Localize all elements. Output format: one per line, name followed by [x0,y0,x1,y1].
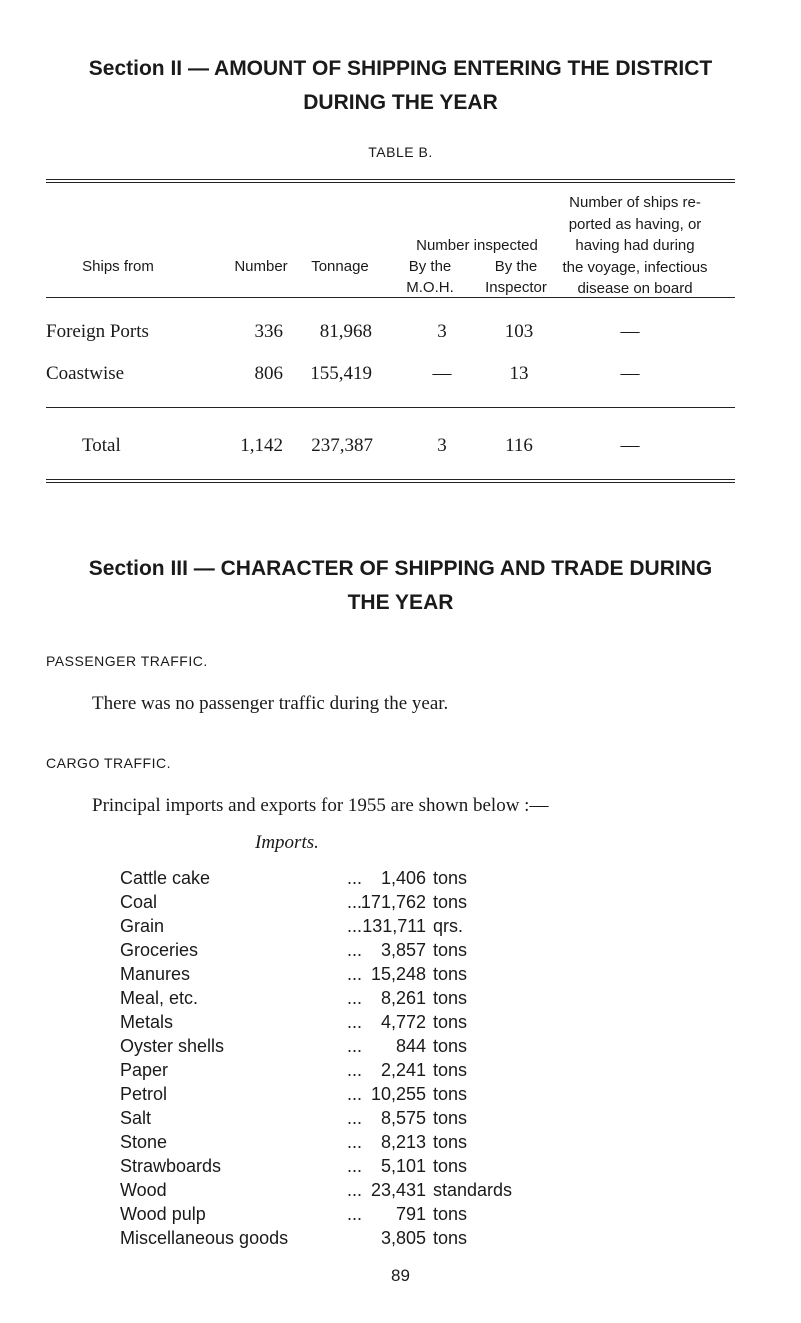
leader-dots: ... [347,1036,363,1056]
leader-dots: ... [347,1012,363,1032]
row-moh: 3 [437,321,447,342]
table-caption: TABLE B. [368,144,433,160]
total-tonnage: 237,387 [311,435,373,456]
total-inspector: 116 [505,435,533,456]
import-name: Cattle cake [120,868,211,888]
import-unit: tons [433,1108,468,1128]
import-amount: 8,213 [380,1132,426,1152]
header-reported-line3: having had during [575,237,695,254]
import-amount: 1,406 [380,868,426,888]
list-item [120,939,640,961]
import-name: Miscellaneous goods [120,1228,289,1248]
import-amount: 4,772 [380,1012,426,1032]
leader-dots: ... [347,1060,363,1080]
import-name: Oyster shells [120,1036,225,1056]
import-amount: 844 [395,1036,426,1056]
leader-dots: ... [347,1132,363,1152]
cargo-intro-text: Principal imports and exports for 1955 are shown below :— [92,795,549,816]
section-2-title-line2: DURING THE YEAR [303,91,498,114]
list-item [120,963,640,985]
leader-dots: ... [347,988,363,1008]
passenger-traffic-text: There was no passenger traffic during the year. [92,693,449,714]
list-item [120,1203,640,1225]
list-item [120,1059,640,1081]
header-tonnage: Tonnage [311,258,369,275]
import-unit: qrs. [433,916,464,936]
row-inspector: 103 [504,321,534,342]
import-name: Wood pulp [120,1204,206,1224]
import-amount: 10,255 [370,1084,426,1104]
import-amount: 5,101 [380,1156,426,1176]
section-3-title-line2: THE YEAR [347,591,454,614]
list-item [120,1011,640,1033]
row-reported: — [620,321,640,342]
section-2-title-line1: Section II — AMOUNT OF SHIPPING ENTERING THE DISTRICT [88,57,713,80]
import-amount: 8,575 [380,1108,426,1128]
list-item [120,1083,640,1105]
leader-dots: ... [347,940,363,960]
import-name: Stone [120,1132,168,1152]
import-amount: 8,261 [380,988,426,1008]
total-moh: 3 [437,435,447,456]
header-reported-line5: disease on board [577,280,693,297]
header-reported-line4: the voyage, infectious [562,258,708,276]
header-by-moh [400,256,460,298]
row-inspector: 13 [509,363,529,384]
list-item [120,867,640,889]
row-tonnage: 155,419 [310,363,372,384]
import-name: Manures [120,964,191,984]
row-ships-from: Foreign Ports [46,321,149,342]
header-number-inspected: Number inspected [416,237,538,254]
import-amount: 3,857 [380,940,426,960]
header-ships-from: Ships from [82,258,154,275]
import-unit: tons [433,1156,468,1176]
row-ships-from: Coastwise [46,363,125,384]
header-number: Number [234,258,288,275]
cargo-traffic-label: CARGO TRAFFIC. [46,755,171,771]
import-unit: tons [433,1204,468,1224]
list-item [120,1107,640,1129]
leader-dots: ... [347,892,363,912]
row-number: 336 [254,321,283,342]
header-by-moh-line2: M.O.H. [406,279,454,296]
import-name: Coal [120,892,158,912]
import-name: Paper [120,1060,169,1080]
table-bottom-rule [46,479,735,483]
import-unit: tons [433,892,468,912]
header-bottom-rule [46,297,735,298]
import-name: Grain [120,916,165,936]
import-amount: 2,241 [380,1060,426,1080]
page-number: 89 [391,1266,410,1285]
import-unit: tons [433,988,468,1008]
import-name: Wood [120,1180,167,1200]
import-name: Metals [120,1012,174,1032]
total-number: 1,142 [240,435,283,456]
import-amount: 23,431 [370,1180,426,1200]
import-amount: 131,711 [362,916,426,936]
import-unit: tons [433,940,468,960]
leader-dots: ... [347,868,363,888]
list-item [120,891,640,913]
total-label: Total [82,435,121,456]
list-item [120,987,640,1009]
import-unit: standards [433,1180,513,1200]
import-unit: tons [433,1060,468,1080]
leader-dots: ... [347,1180,363,1200]
import-name: Petrol [120,1084,168,1104]
import-unit: tons [433,1228,468,1248]
imports-title: Imports. [255,832,319,853]
row-moh: — [432,363,452,384]
import-unit: tons [433,1132,468,1152]
leader-dots: ... [347,1084,363,1104]
header-by-moh-line1: By the [408,258,452,275]
import-unit: tons [433,1084,468,1104]
header-by-inspector [472,256,560,298]
leader-dots: ... [347,1156,363,1176]
section-2-title [0,52,801,120]
section-3-title-line1: Section III — CHARACTER OF SHIPPING AND TRADE DURING [88,557,713,580]
leader-dots: ... [347,1108,363,1128]
leader-dots: ... [347,1204,363,1224]
import-name: Groceries [120,940,199,960]
list-item [120,915,640,937]
header-by-inspector-line2: Inspector [485,279,547,296]
leader-dots: ... [347,916,363,936]
import-unit: tons [433,868,468,888]
list-item [120,1179,640,1201]
total-top-rule [46,407,735,408]
table-top-rule [46,179,735,183]
row-number: 806 [254,363,283,384]
header-reported-line1: Number of ships re- [569,194,701,211]
import-unit: tons [433,964,468,984]
row-tonnage: 81,968 [319,321,372,342]
import-name: Meal, etc. [120,988,199,1008]
import-unit: tons [433,1012,468,1032]
import-amount: 3,805 [380,1228,426,1248]
list-item [120,1035,640,1057]
total-reported: — [620,435,640,456]
header-by-inspector-line1: By the [494,258,538,275]
list-item [120,1155,640,1177]
list-item [120,1227,640,1249]
import-unit: tons [433,1036,468,1056]
passenger-traffic-label: PASSENGER TRAFFIC. [46,653,208,669]
leader-dots: ... [347,964,363,984]
import-name: Strawboards [120,1156,222,1176]
import-name: Salt [120,1108,152,1128]
import-amount: 15,248 [370,964,426,984]
section-3-title [0,552,801,620]
list-item [120,1131,640,1153]
import-amount: 171,762 [360,892,426,912]
row-reported: — [620,363,640,384]
header-reported-line2: ported as having, or [568,215,702,233]
import-amount: 791 [395,1204,426,1224]
